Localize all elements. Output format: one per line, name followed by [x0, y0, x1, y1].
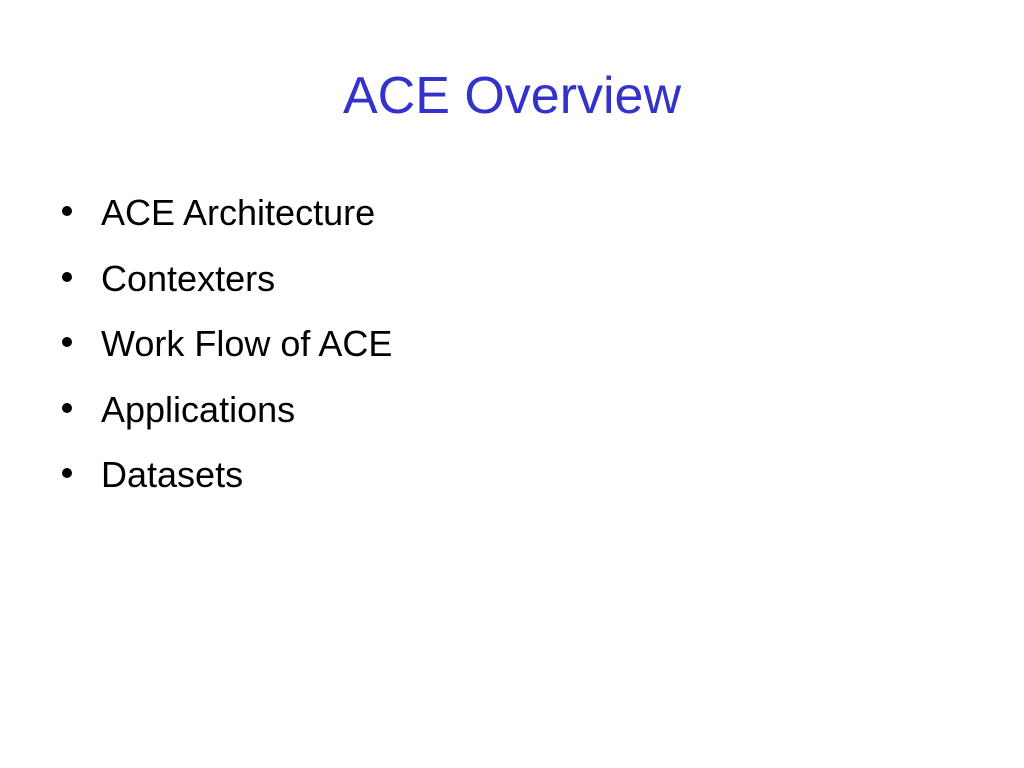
- slide-title: ACE Overview: [342, 67, 682, 125]
- list-item: [58, 446, 958, 512]
- bullet-icon: [62, 403, 72, 413]
- list-item: [58, 315, 958, 381]
- bullet-icon: [62, 337, 72, 347]
- bullet-list: [58, 184, 958, 512]
- list-item-label: ACE Architecture: [101, 192, 376, 233]
- list-item: [58, 184, 958, 250]
- list-item-label: Applications: [101, 388, 296, 430]
- bullet-icon: [62, 206, 72, 216]
- bullet-icon: [62, 468, 72, 478]
- list-item: [58, 250, 958, 316]
- list-item: [58, 381, 958, 447]
- list-item-label: Datasets: [101, 454, 244, 495]
- bullet-icon: [62, 272, 72, 282]
- list-item-label: Work Flow of ACE: [101, 323, 393, 364]
- list-item-label: Contexters: [101, 257, 276, 299]
